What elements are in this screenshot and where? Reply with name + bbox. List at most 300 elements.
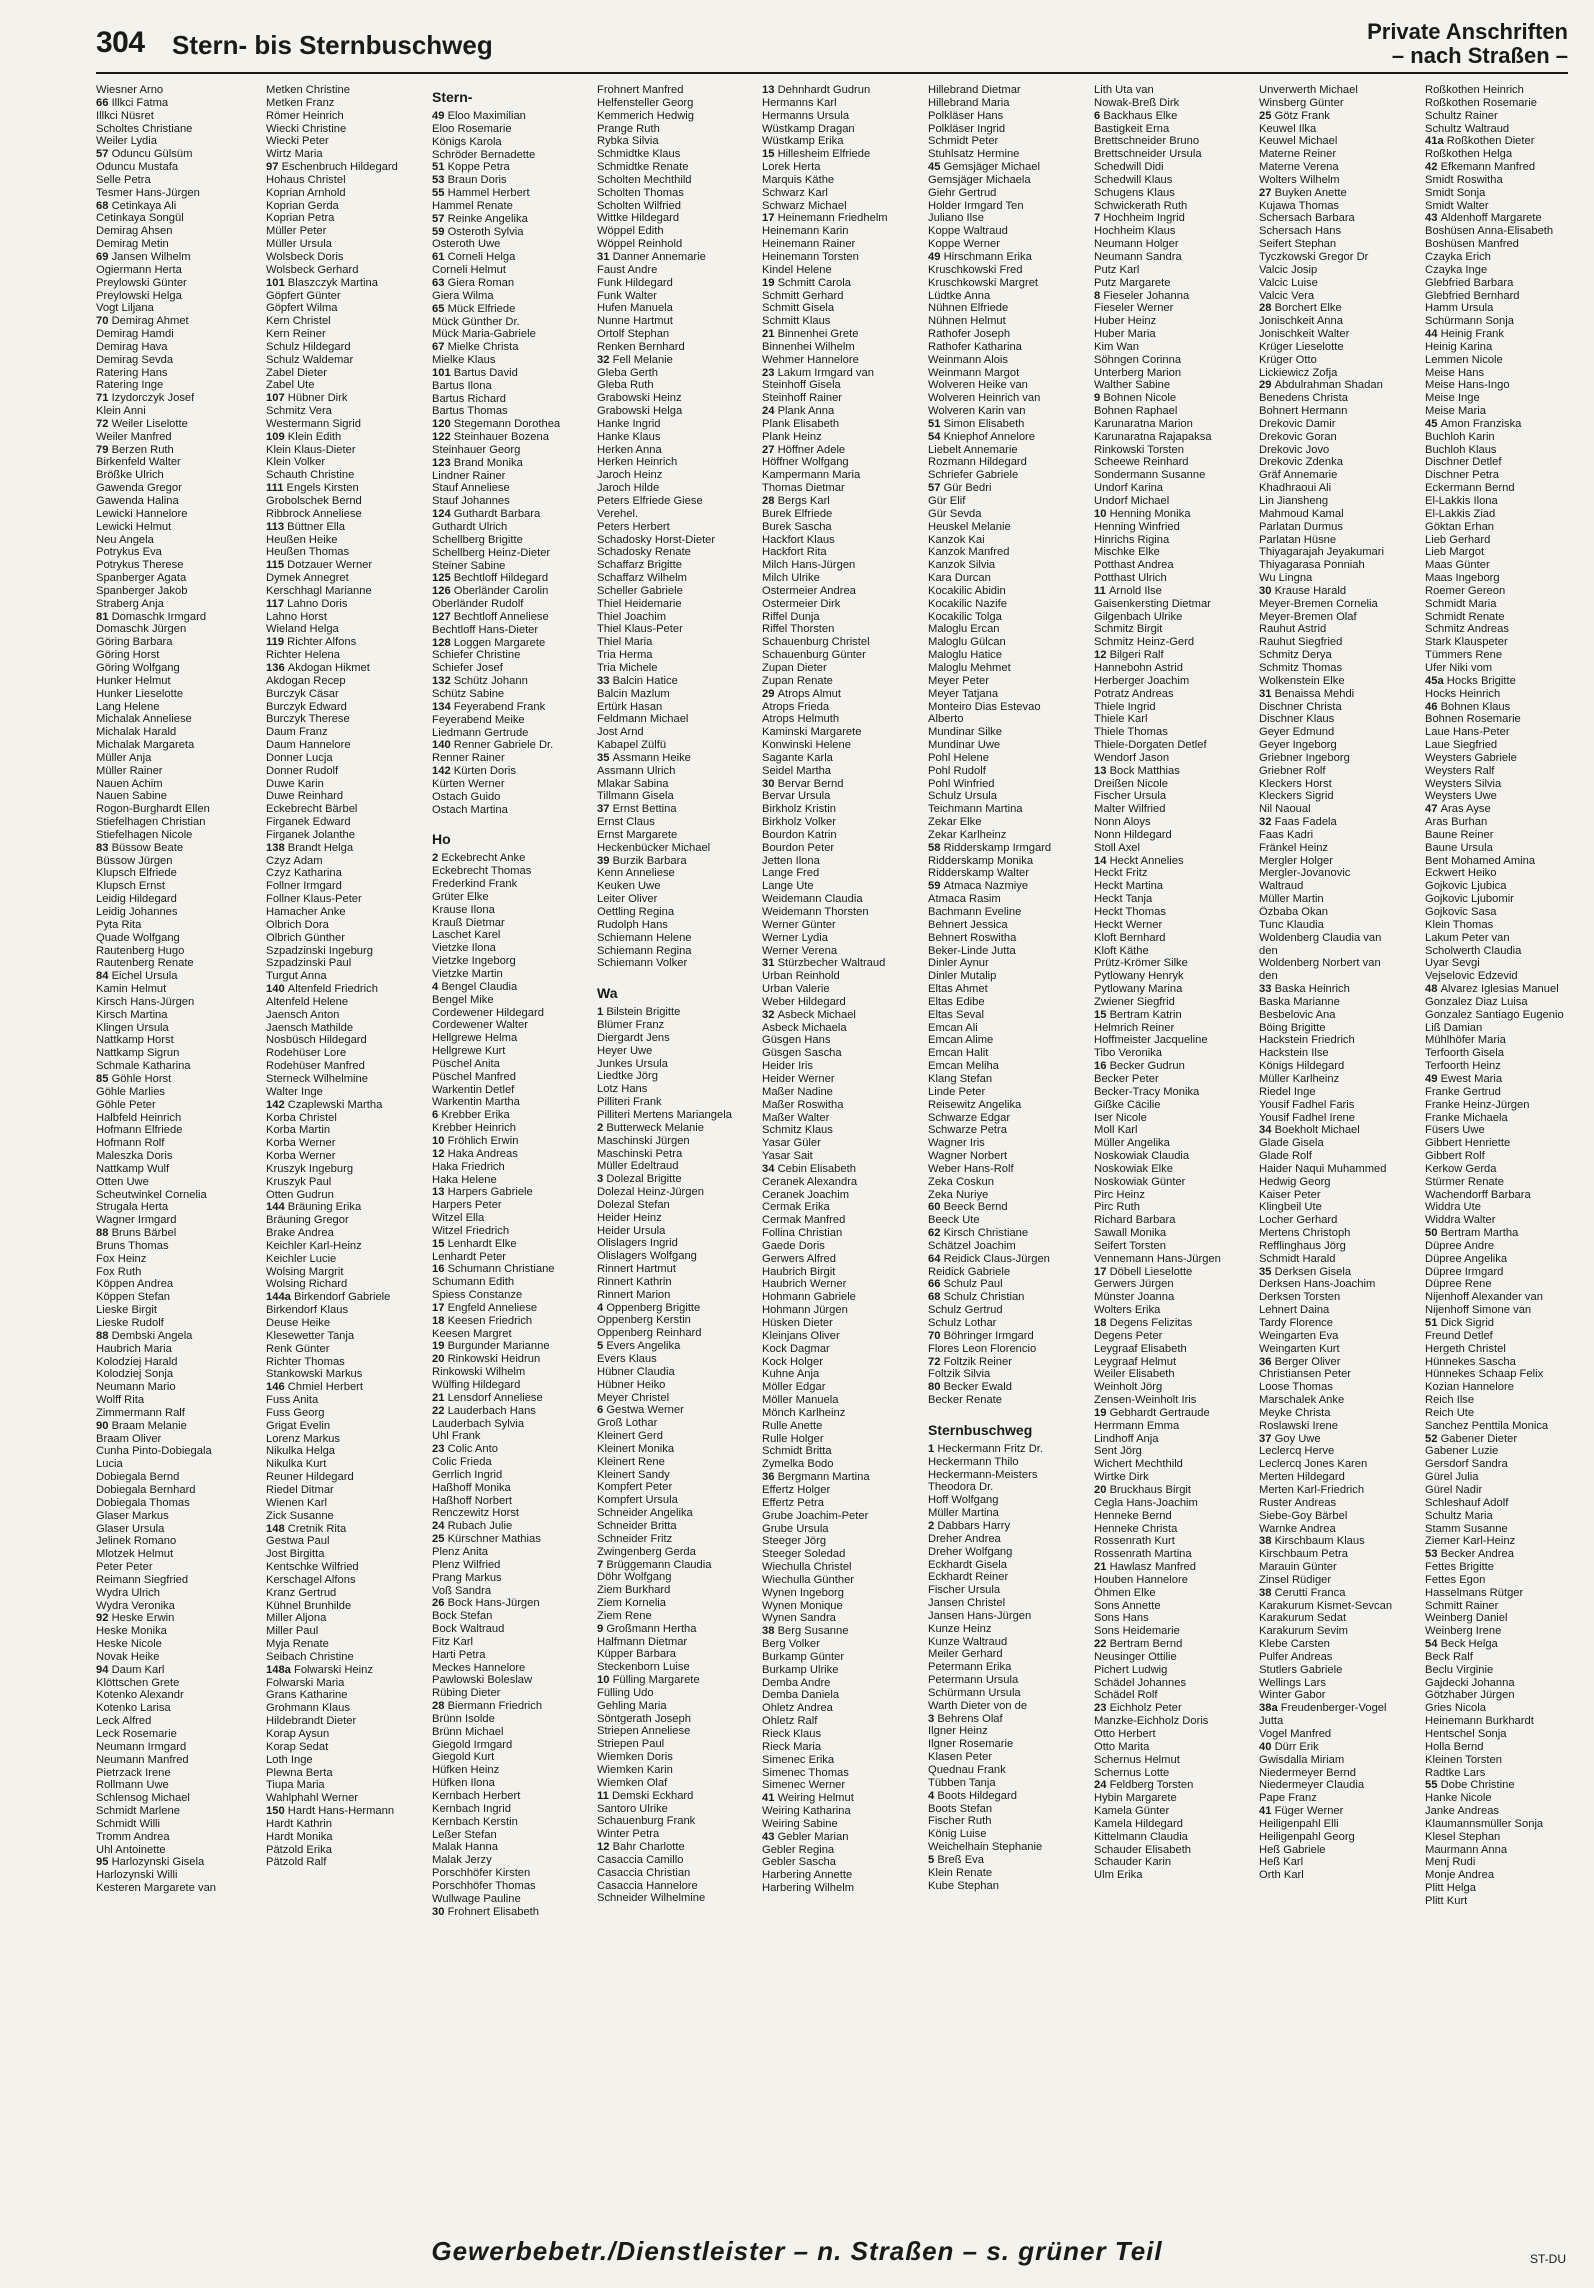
resident-entry — [597, 508, 759, 521]
resident-name: Klesewetter Tanja — [266, 1329, 355, 1342]
resident-name: Jost Birgitta — [266, 1548, 325, 1561]
resident-name: Helfensteller Georg — [597, 96, 694, 109]
resident-entry — [1259, 508, 1421, 521]
resident-name: Dinler Aynur — [928, 957, 989, 970]
resident-entry — [1259, 225, 1421, 238]
resident-entry — [1425, 1702, 1587, 1715]
resident-name: Grans Katharine — [266, 1689, 348, 1702]
resident-entry — [762, 726, 924, 739]
resident-entry — [96, 482, 258, 495]
resident-entry — [762, 1510, 924, 1523]
resident-name: Gür Elif — [928, 495, 966, 507]
resident-entry — [1094, 1600, 1256, 1613]
resident-name: Scholten Wilfried — [597, 199, 681, 212]
resident-entry — [597, 675, 759, 688]
resident-entry — [928, 1009, 1090, 1022]
resident-entry — [762, 739, 924, 752]
resident-name: Rinnert Hartmut — [597, 1263, 676, 1276]
resident-name: Gojkovic Ljubica — [1425, 880, 1507, 893]
resident-entry — [96, 649, 258, 662]
resident-entry — [762, 456, 924, 469]
resident-entry — [96, 1394, 258, 1407]
resident-entry — [1259, 1407, 1421, 1420]
resident-entry — [597, 598, 759, 611]
resident-entry — [928, 1368, 1090, 1381]
resident-name: Kotenko Alexandr — [96, 1689, 184, 1702]
resident-entry — [1259, 444, 1421, 457]
resident-name: Biermann Friedrich — [447, 1700, 543, 1713]
resident-name: Becker Andrea — [1440, 1548, 1514, 1561]
resident-entry — [1425, 957, 1587, 970]
resident-entry — [1425, 1445, 1587, 1458]
house-number: 35 — [597, 751, 613, 764]
resident-entry — [1094, 675, 1256, 688]
resident-entry — [1259, 315, 1421, 328]
resident-name: Köppen Stefan — [96, 1291, 171, 1304]
resident-entry — [597, 123, 759, 136]
resident-entry — [1425, 1779, 1587, 1792]
resident-entry — [597, 1828, 759, 1841]
resident-name: Potratz Andreas — [1094, 687, 1174, 700]
resident-name: Miller Paul — [266, 1625, 319, 1638]
resident-entry — [928, 200, 1090, 213]
resident-entry — [762, 1099, 924, 1112]
resident-entry — [1259, 1612, 1421, 1625]
house-number: 20 — [432, 1353, 448, 1366]
resident-name: Unverwerth Michael — [1259, 84, 1358, 96]
resident-entry — [1259, 392, 1421, 405]
resident-entry — [266, 546, 428, 559]
house-number: 46 — [1425, 700, 1441, 713]
resident-entry — [432, 1546, 594, 1559]
resident-name: Zwingenberg Gerda — [597, 1545, 696, 1558]
resident-name: Heckt Annelies — [1109, 854, 1184, 867]
resident-entry — [928, 1494, 1090, 1507]
resident-entry — [762, 1561, 924, 1574]
resident-name: Moll Karl — [1094, 1124, 1138, 1137]
resident-name: Fischer Ursula — [1094, 790, 1167, 803]
resident-name: Valcic Josip — [1259, 263, 1318, 276]
resident-name: Emcan Halit — [928, 1047, 989, 1060]
resident-name: Uyar Sevgi — [1425, 957, 1480, 970]
house-number: 49 — [1425, 1072, 1441, 1085]
resident-name: Bock Stefan — [432, 1610, 493, 1623]
resident-name: Franke Michaela — [1425, 1111, 1508, 1124]
resident-name: Burczyk Therese — [266, 713, 350, 726]
resident-entry — [597, 1764, 759, 1777]
resident-name: Widdra Walter — [1425, 1214, 1496, 1227]
resident-entry — [1425, 1227, 1587, 1240]
resident-entry — [266, 778, 428, 791]
resident-name: Meckes Hannelore — [432, 1661, 526, 1674]
resident-entry — [1259, 1856, 1421, 1869]
section-spacer — [432, 816, 594, 826]
resident-name: Wahlphahl Werner — [266, 1792, 359, 1805]
resident-entry — [928, 174, 1090, 187]
resident-name: Nauen Sabine — [96, 790, 167, 803]
house-number: 68 — [96, 199, 112, 212]
resident-entry — [96, 1291, 258, 1304]
house-number: 42 — [1425, 161, 1441, 174]
resident-entry — [1425, 739, 1587, 752]
resident-entry — [1259, 1420, 1421, 1433]
resident-entry — [1094, 379, 1256, 392]
house-number: 11 — [597, 1789, 612, 1802]
resident-entry — [1094, 880, 1256, 893]
house-number: 138 — [266, 841, 288, 854]
resident-name: Hybin Margarete — [1094, 1792, 1177, 1805]
resident-name: Vietzke Ingeborg — [432, 955, 516, 968]
resident-name: Römer Heinrich — [266, 109, 344, 122]
resident-name: Becker Renate — [928, 1394, 1003, 1407]
resident-entry — [266, 829, 428, 842]
resident-entry — [928, 1356, 1090, 1369]
resident-entry — [1425, 341, 1587, 354]
directory-column — [1259, 84, 1421, 2224]
resident-name: Stuhlsatz Hermine — [928, 148, 1020, 161]
resident-entry — [266, 469, 428, 482]
resident-entry — [432, 1572, 594, 1585]
resident-entry — [266, 1201, 428, 1214]
resident-entry — [1425, 906, 1587, 919]
resident-name: Brößke Ulrich — [96, 469, 164, 482]
resident-name: Maas Günter — [1425, 559, 1490, 572]
resident-name: Eckermann Bernd — [1425, 482, 1515, 495]
resident-entry — [928, 790, 1090, 803]
resident-name: Olbrich Günther — [266, 931, 345, 944]
resident-entry — [762, 110, 924, 123]
resident-entry — [928, 842, 1090, 855]
resident-name: Bock Hans-Jürgen — [447, 1597, 540, 1610]
resident-entry — [1425, 1792, 1587, 1805]
resident-entry — [96, 1741, 258, 1754]
resident-name: Schmitt Carola — [777, 276, 851, 289]
resident-name: Schulz Hildegard — [266, 340, 351, 353]
resident-entry — [266, 1715, 428, 1728]
resident-name: Fox Ruth — [96, 1265, 142, 1278]
resident-entry — [266, 842, 428, 855]
resident-name: Brand Monika — [453, 456, 523, 469]
resident-name: Müller Anja — [96, 751, 152, 764]
resident-name: Bräuning Erika — [287, 1201, 362, 1214]
resident-entry — [266, 1600, 428, 1613]
resident-name: Götzhaber Jürgen — [1425, 1689, 1515, 1702]
resident-name: Plitt Helga — [1425, 1882, 1476, 1895]
resident-name: Kompfert Peter — [597, 1481, 673, 1494]
resident-name: Lorenz Markus — [266, 1432, 340, 1445]
resident-name: Plank Elisabeth — [762, 417, 840, 430]
resident-name: Milch Ulrike — [762, 572, 820, 585]
resident-entry — [266, 790, 428, 803]
resident-name: Casaccia Hannelore — [597, 1879, 698, 1892]
house-number: 144a — [266, 1291, 294, 1304]
resident-entry — [1094, 701, 1256, 714]
resident-name: Klupsch Ernst — [96, 880, 166, 893]
resident-name: Ulm Erika — [1094, 1869, 1143, 1882]
resident-name: Pyta Rita — [96, 918, 142, 931]
resident-name: Roslawski Irene — [1259, 1419, 1338, 1432]
section-title-line2: – nach Straßen – — [1391, 43, 1568, 68]
resident-name: Riffel Thorsten — [762, 623, 835, 636]
resident-entry — [266, 187, 428, 200]
resident-name: Kenn Anneliese — [597, 867, 675, 880]
resident-name: Meise Inge — [1425, 392, 1480, 405]
resident-name: Weiring Katharina — [762, 1805, 851, 1818]
resident-entry — [1259, 354, 1421, 367]
resident-name: Dreher Andrea — [928, 1532, 1001, 1545]
resident-name: Schmidtke Renate — [597, 161, 689, 174]
resident-name: Stoll Axel — [1094, 841, 1141, 854]
resident-name: Vietzke Ilona — [432, 942, 496, 955]
resident-name: Rinkowski Torsten — [1094, 443, 1184, 456]
resident-name: Cetinkaya Songül — [96, 212, 184, 225]
house-number: 6 — [432, 1109, 442, 1122]
resident-name: Derksen Gisela — [1274, 1265, 1352, 1278]
resident-name: Fox Heinz — [96, 1252, 147, 1265]
resident-entry — [1425, 649, 1587, 662]
resident-entry — [597, 546, 759, 559]
resident-entry — [1425, 1561, 1587, 1574]
resident-name: Zupan Dieter — [762, 661, 827, 674]
resident-entry — [1094, 957, 1256, 970]
resident-entry — [1094, 1433, 1256, 1446]
resident-entry — [1425, 636, 1587, 649]
resident-name: Burkamp Günter — [762, 1650, 845, 1663]
resident-entry — [96, 1561, 258, 1574]
resident-entry — [762, 906, 924, 919]
house-number: 70 — [928, 1329, 944, 1342]
resident-entry — [432, 1687, 594, 1700]
resident-name: Ostermeier Andrea — [762, 584, 856, 597]
resident-name: Renner Rainer — [432, 752, 505, 765]
resident-name: Wolsing Richard — [266, 1278, 348, 1291]
resident-entry — [266, 1047, 428, 1060]
section-title-line1: Private Anschriften — [1367, 19, 1568, 44]
resident-name: Emcan Ali — [928, 1021, 978, 1034]
resident-entry — [266, 1227, 428, 1240]
resident-name: Hohaus Christel — [266, 173, 346, 186]
resident-name: Schultz Rainer — [1425, 109, 1498, 122]
resident-name: Drekovic Jovo — [1259, 443, 1330, 456]
resident-entry — [96, 1433, 258, 1446]
resident-entry — [762, 572, 924, 585]
resident-name: Griebner Ingeborg — [1259, 751, 1350, 764]
resident-name: Orth Karl — [1259, 1869, 1304, 1882]
resident-entry — [597, 662, 759, 675]
resident-entry — [1094, 1689, 1256, 1702]
resident-entry — [432, 213, 594, 226]
resident-entry — [266, 752, 428, 765]
resident-entry — [597, 405, 759, 418]
resident-name: Kniephof Annelore — [943, 430, 1036, 443]
resident-name: Rauhut Siegfried — [1259, 636, 1343, 649]
resident-name: Effertz Holger — [762, 1483, 831, 1496]
resident-name: Schedwill Didi — [1094, 161, 1164, 174]
resident-entry — [1094, 1330, 1256, 1343]
resident-entry — [266, 1278, 428, 1291]
resident-name: Holder Irmgard Ten — [928, 199, 1024, 212]
resident-entry — [1259, 893, 1421, 906]
resident-entry — [928, 1674, 1090, 1687]
resident-name: Bengel Mike — [432, 993, 494, 1006]
resident-name: Buyken Anette — [1274, 186, 1347, 199]
resident-entry — [762, 508, 924, 521]
resident-entry — [1425, 110, 1587, 123]
resident-entry — [1094, 1214, 1256, 1227]
house-number: 146 — [266, 1381, 288, 1394]
resident-entry — [597, 1713, 759, 1726]
resident-entry — [597, 354, 759, 367]
resident-name: Janke Andreas — [1425, 1805, 1500, 1818]
resident-entry — [432, 981, 594, 994]
resident-entry — [762, 611, 924, 624]
resident-name: Cerutti Franca — [1274, 1586, 1346, 1599]
resident-entry — [597, 1379, 759, 1392]
resident-entry — [597, 1250, 759, 1263]
resident-name: Kruschkowski Margret — [928, 276, 1039, 289]
resident-name: Fieseler Werner — [1094, 302, 1174, 315]
resident-entry — [266, 341, 428, 354]
house-number: 26 — [432, 1597, 448, 1610]
resident-entry — [1259, 1086, 1421, 1099]
resident-name: Pilliteri Frank — [597, 1096, 662, 1109]
resident-name: Czaplewski Martha — [287, 1098, 383, 1111]
resident-name: Demirag Hava — [96, 340, 168, 353]
resident-entry — [597, 1725, 759, 1738]
resident-name: Kaminski Margarete — [762, 726, 862, 739]
resident-entry — [432, 1251, 594, 1264]
resident-name: Marschalek Anke — [1259, 1394, 1345, 1407]
resident-name: Wagner Irmgard — [96, 1214, 177, 1227]
resident-name: Leidig Johannes — [96, 906, 178, 918]
resident-entry — [762, 1869, 924, 1882]
resident-name: Pytlowany Marina — [1094, 983, 1183, 996]
resident-name: Bartus Thomas — [432, 405, 508, 418]
resident-entry — [1425, 84, 1587, 97]
resident-entry — [1259, 1433, 1421, 1446]
resident-name: Giera Wilma — [432, 289, 494, 302]
resident-entry — [597, 315, 759, 328]
resident-entry — [432, 1700, 594, 1713]
resident-entry — [928, 585, 1090, 598]
resident-entry — [597, 1623, 759, 1636]
resident-name: Lakum Peter van — [1425, 931, 1510, 944]
resident-name: Schlensog Michael — [96, 1792, 190, 1805]
resident-name: Schmidt Renate — [1425, 610, 1505, 623]
resident-entry — [928, 1163, 1090, 1176]
resident-name: Thiyagarajah Jeyakumari — [1259, 546, 1384, 559]
resident-name: Hanke Nicole — [1425, 1792, 1492, 1805]
resident-entry — [928, 302, 1090, 315]
resident-entry — [1259, 932, 1421, 945]
resident-name: Sons Annette — [1094, 1599, 1161, 1612]
resident-entry — [1259, 970, 1421, 983]
resident-entry — [762, 1034, 924, 1047]
resident-entry — [928, 161, 1090, 174]
resident-name: Mergler Holger — [1259, 854, 1333, 867]
resident-name: Schiefer Josef — [432, 662, 503, 675]
resident-entry — [1425, 829, 1587, 842]
resident-name: Schmitt Gisela — [762, 302, 835, 315]
resident-name: Eloo Rosemarie — [432, 122, 512, 135]
resident-entry — [1259, 277, 1421, 290]
resident-name: Maleszka Doris — [96, 1150, 173, 1163]
resident-name: Gürel Nadir — [1425, 1483, 1483, 1496]
resident-entry — [597, 187, 759, 200]
resident-entry — [96, 803, 258, 816]
resident-name: Hermanns Ursula — [762, 109, 850, 122]
resident-entry — [1094, 1869, 1256, 1882]
resident-entry — [1094, 1728, 1256, 1741]
resident-entry — [1425, 1240, 1587, 1253]
resident-entry — [432, 1263, 594, 1276]
resident-name: Kürten Doris — [453, 765, 516, 778]
resident-entry — [266, 1330, 428, 1343]
resident-name: Beeck Bernd — [943, 1201, 1008, 1214]
resident-name: Ruster Andreas — [1259, 1496, 1337, 1509]
resident-entry — [96, 1278, 258, 1291]
resident-entry — [1259, 1523, 1421, 1536]
resident-entry — [928, 444, 1090, 457]
resident-name: Bechtloff Anneliese — [453, 610, 549, 623]
resident-name: Hunker Lieselotte — [96, 687, 184, 700]
resident-entry — [1425, 1086, 1587, 1099]
house-number: 29 — [762, 687, 778, 700]
resident-entry — [762, 1073, 924, 1086]
resident-name: Heinemann Karin — [762, 225, 849, 238]
resident-name: Tromm Andrea — [96, 1830, 170, 1843]
resident-entry — [1094, 290, 1256, 303]
resident-name: Locher Gerhard — [1259, 1214, 1338, 1227]
resident-entry — [432, 1212, 594, 1225]
resident-name: Mühlhöfer Maria — [1425, 1034, 1506, 1047]
resident-entry — [1259, 675, 1421, 688]
resident-name: Lemmen Nicole — [1425, 353, 1503, 366]
resident-name: Münster Joanna — [1094, 1291, 1175, 1304]
resident-name: Söntgerath Joseph — [597, 1712, 691, 1725]
resident-name: Schaffarz Wilhelm — [597, 572, 687, 585]
resident-name: Heider Werner — [762, 1072, 835, 1085]
resident-entry — [1094, 508, 1256, 521]
resident-name: Vennemann Hans-Jürgen — [1094, 1252, 1221, 1265]
resident-name: Becker-Tracy Monika — [1094, 1085, 1200, 1098]
resident-name: Heß Gabriele — [1259, 1843, 1326, 1856]
resident-entry — [928, 508, 1090, 521]
resident-name: Buchloh Karin — [1425, 430, 1495, 443]
resident-entry — [928, 1546, 1090, 1559]
resident-name: Spiess Constanze — [432, 1289, 523, 1302]
resident-name: Karunaratna Marion — [1094, 417, 1193, 430]
resident-name: Hocks Brigitte — [1446, 674, 1516, 687]
house-number: 53 — [432, 174, 448, 187]
resident-entry — [762, 1291, 924, 1304]
resident-name: Wirtz Maria — [266, 148, 323, 161]
resident-name: Mück Günther Dr. — [432, 315, 520, 328]
resident-entry — [1094, 1754, 1256, 1767]
resident-name: Witzel Ella — [432, 1212, 485, 1225]
resident-entry — [432, 1636, 594, 1649]
resident-name: Simenec Erika — [762, 1753, 835, 1766]
resident-name: Stiefelhagen Christian — [96, 816, 206, 829]
resident-entry — [1259, 123, 1421, 136]
house-number: 97 — [266, 161, 282, 174]
resident-name: Lorek Herta — [762, 161, 821, 174]
resident-name: Schmidt Willi — [96, 1817, 161, 1830]
resident-entry — [432, 1161, 594, 1174]
resident-entry — [1425, 1060, 1587, 1073]
resident-entry — [96, 765, 258, 778]
resident-entry — [762, 598, 924, 611]
